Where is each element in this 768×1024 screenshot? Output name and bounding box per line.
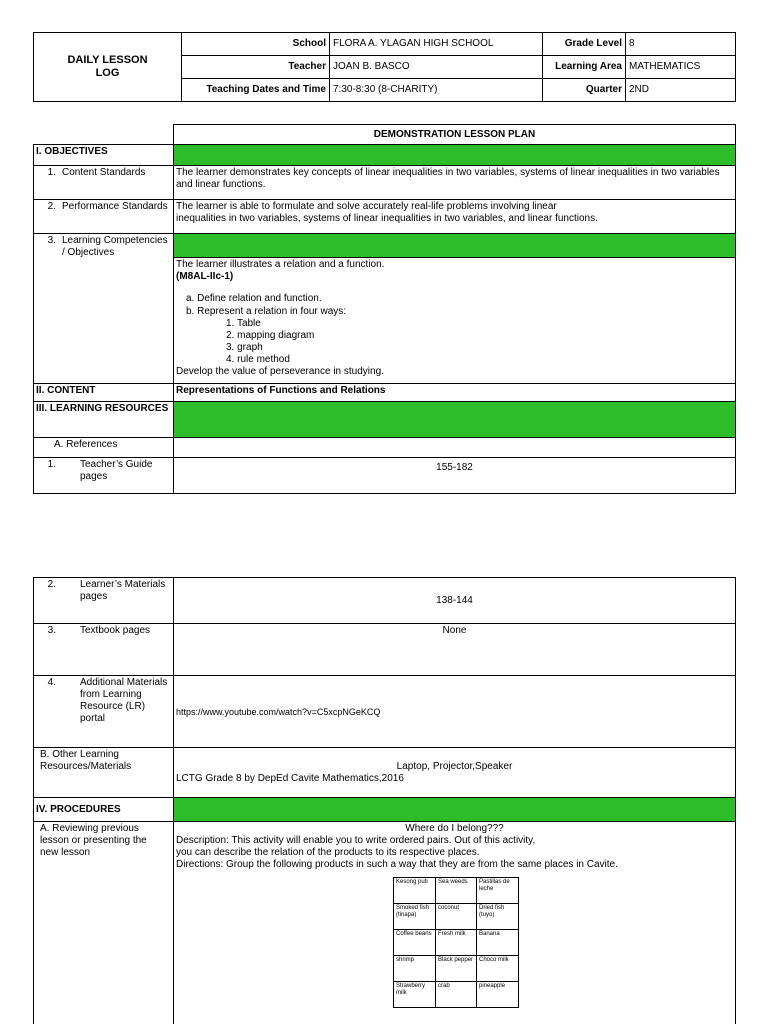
products-grid [393,877,519,1008]
log-title-line2: LOG [95,67,120,79]
item-number: 2. [47,201,56,212]
teachers-guide-value: 155-182 [174,458,736,494]
product-cell: Dried fish (tuyo) [477,904,519,930]
objective-b: b. Represent a relation in four ways: [186,306,347,317]
way-item: 3. graph [226,342,263,353]
quarter-label: Quarter [543,79,626,102]
log-title [34,33,182,102]
content-standards-label [34,166,174,200]
item-number: 3. [47,235,56,246]
review-content [174,822,736,1024]
item-number: 4. [47,677,56,688]
product-cell: Black pepper [436,956,477,982]
product-cell: coconut [436,904,477,930]
learners-materials-label [34,578,174,624]
references-value [174,438,736,458]
log-title-line1: DAILY LESSON [67,54,148,66]
item-label: Teacher’s Guide pages [80,459,153,482]
procedures-bar [174,798,736,822]
item-number: 3. [47,625,56,636]
product-cell: Sea weeds [436,878,477,904]
content-heading: II. CONTENT [34,384,174,402]
teacher-label: Teacher [182,56,330,79]
competency-statement: The learner illustrates a relation and a function. [176,259,385,270]
school-value: FLORA A. YLAGAN HIGH SCHOOL [330,33,543,56]
product-cell: Kesong puti [394,878,436,904]
area-value: MATHEMATICS [626,56,736,79]
other-resources-line-1: Laptop, Projector,Speaker [396,760,513,772]
other-resources-text: B. Other Learning Resources/Materials [40,749,132,772]
learners-materials-value: 138-144 [174,578,736,624]
review-text: A. Reviewing previous lesson or presenting the new lesson [40,823,147,858]
perf-line-2: inequalities in two variables, systems of linear inequalities in two variables, and linear functions. [176,213,598,224]
performance-standards-text [174,200,736,234]
lesson-plan-table-2 [33,577,736,1024]
objectives-list [186,293,733,318]
additional-materials-link[interactable]: https://www.youtube.com/watch?v=C5xcpNGeKCQ [174,676,736,748]
product-cell: Pastillas de leche [477,878,519,904]
school-label: School [182,33,330,56]
competencies-text [174,258,736,384]
item-number: 1. [47,459,56,470]
ways-list [226,318,733,366]
lesson-plan-table-1 [33,124,736,494]
blank-cell [34,125,174,145]
objectives-bar [174,145,736,166]
content-text: Representations of Functions and Relations [174,384,736,402]
product-cell: pineapple [477,982,519,1008]
item-number: 2. [47,579,56,590]
other-resources-label [34,748,174,798]
grade-value: 8 [626,33,736,56]
dates-label: Teaching Dates and Time [182,79,330,102]
teacher-value: JOAN B. BASCO [330,56,543,79]
plan-title: DEMONSTRATION LESSON PLAN [174,125,736,145]
description-line-2: you can describe the relation of the products to its respective places. [176,847,480,858]
teachers-guide-label [34,458,174,494]
perf-line-1: The learner is able to formulate and solve accurately real-life problems involving linear [176,201,557,212]
resources-bar [174,402,736,438]
item-label: Textbook pages [80,625,151,636]
item-label: Content Standards [62,167,146,178]
item-label: Learning Competencies / Objectives [62,235,168,258]
procedures-heading: IV. PROCEDURES [34,798,174,822]
way-item: 2. mapping diagram [226,330,315,341]
description-line-1: Description: This activity will enable you to write ordered pairs. Out of this activity, [176,835,536,846]
directions: Directions: Group the following products in such a way that they are from the same places in Cavite. [176,859,618,870]
product-cell: Choco milk [477,956,519,982]
other-resources-value [174,748,736,798]
objectives-heading: I. OBJECTIVES [34,145,174,166]
references-label [34,438,174,458]
competencies-bar [174,234,736,258]
item-label: Learner’s Materials pages [80,579,166,602]
item-number: 1. [47,167,56,178]
activity-title: Where do I belong??? [405,823,504,834]
references-text: A. References [54,439,118,450]
value-statement: Develop the value of perseverance in studying. [176,366,384,377]
competency-code: (M8AL-IIc-1) [176,271,234,282]
product-cell: Smoked fish (tinapa) [394,904,436,930]
item-label: Performance Standards [62,201,168,212]
way-item: 1. Table [226,318,261,329]
competencies-label [34,234,174,384]
header-table [33,32,736,102]
product-cell: Strawberry milk [394,982,436,1008]
resources-heading: III. LEARNING RESOURCES [34,402,174,438]
product-cell: shrimp [394,956,436,982]
product-cell: Coffee beans [394,930,436,956]
way-item: 4. rule method [226,354,290,365]
grade-label: Grade Level [543,33,626,56]
product-cell: Banana [477,930,519,956]
quarter-value: 2ND [626,79,736,102]
dates-value: 7:30-8:30 (8-CHARITY) [330,79,543,102]
textbook-label [34,624,174,676]
area-label: Learning Area [543,56,626,79]
content-standards-text: The learner demonstrates key concepts of linear inequalities in two variables, systems of linear inequalities in two variables and linear functions. [174,166,736,200]
review-label [34,822,174,1024]
objective-a: a. Define relation and function. [186,293,322,304]
other-resources-line-2: LCTG Grade 8 by DepEd Cavite Mathematics,2016 [176,772,404,784]
textbook-value: None [174,624,736,676]
item-label: Additional Materials from Learning Resource (LR) portal [80,677,168,724]
product-cell: crab [436,982,477,1008]
performance-standards-label [34,200,174,234]
additional-materials-label [34,676,174,748]
product-cell: Fresh milk [436,930,477,956]
